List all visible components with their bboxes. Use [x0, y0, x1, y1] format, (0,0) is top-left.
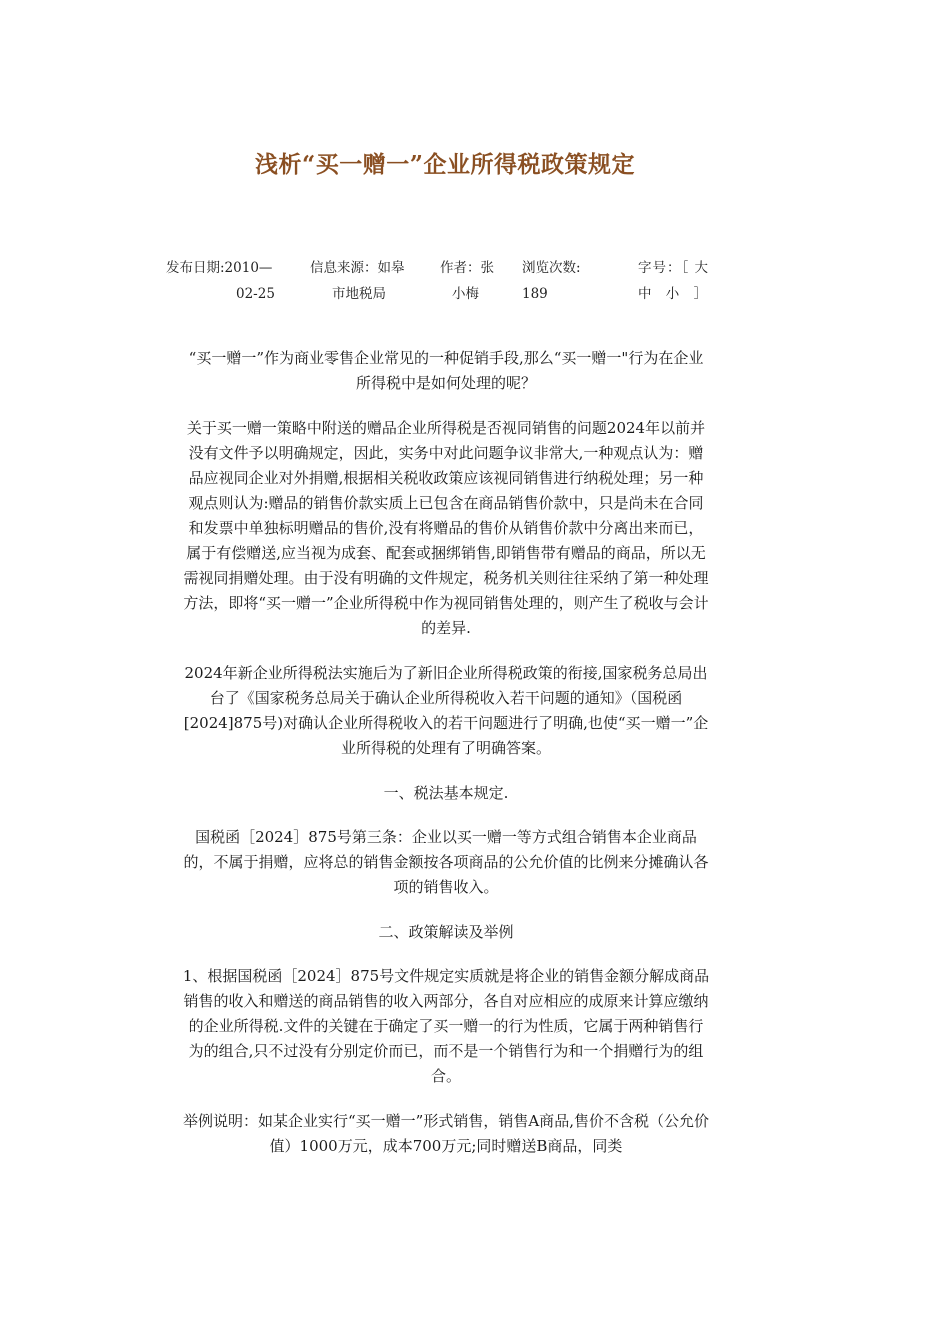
info-source-line1: 信息来源：如皋	[310, 260, 405, 276]
view-count	[522, 255, 581, 307]
author-line2: 小梅	[452, 286, 479, 302]
section-heading-1: 一、税法基本规定.	[383, 784, 509, 802]
publish-date	[166, 255, 275, 307]
author-line1: 作者：张	[440, 260, 494, 276]
font-size-selector[interactable]	[638, 255, 712, 307]
paragraph-new-law: 2024年新企业所得税法实施后为了新旧企业所得税政策的衔接,国家税务总局出台了《国家税务总局关于确认企业所得税收入若干问题的通知》（国税函[2024]875号)对确认企业所得税收入的若干问题进行了明确,也使“买一赠一”企业所得税的处理有了明确答案。	[183, 664, 709, 757]
publish-date-line1: 发布日期:2010—	[166, 260, 273, 276]
paragraph-rule: 国税函［2024］875号第三条：企业以买一赠一等方式组合销售本企业商品的，不属于捐赠，应将总的销售金额按各项商品的公允价值的比例来分摊确认各项的销售收入。	[183, 828, 709, 896]
info-source-line2: 市地税局	[332, 286, 386, 302]
view-count-label: 浏览次数:	[522, 260, 581, 276]
author	[440, 255, 494, 307]
paragraph-interpretation: 1、根据国税函［2024］875号文件规定实质就是将企业的销售金额分解成商品销售的收入和赠送的商品销售的收入两部分，各自对应相应的成原来计算应缴纳的企业所得税.文件的关键在于确定了买一赠一的行为性质，它属于两种销售行为的组合,只不过没有分别定价而已，而不是一个销售行为和一个捐赠行为的组合。	[182, 967, 710, 1085]
article-body	[182, 346, 710, 1179]
paragraph-intro: “买一赠一”作为商业零售企业常见的一种促销手段,那么“买一赠一"行为在企业所得税中是如何处理的呢？	[188, 349, 704, 392]
info-source	[310, 255, 405, 307]
view-count-value: 189	[522, 286, 548, 302]
paragraph-background: 关于买一赠一策略中附送的赠品企业所得税是否视同销售的问题2024年以前并没有文件予以明确规定，因此，实务中对此问题争议非常大,一种观点认为：赠品应视同企业对外捐赠,根据相关税收政策应该视同销售进行纳税处理；另一种观点则认为:赠品的销售价款实质上已包含在商品销售价款中，只是尚未在合同和发票中单独标明赠品的售价,没有将赠品的售价从销售价款中分离出来而已，属于有偿赠送,应当视为成套、配套或捆绑销售,即销售带有赠品的商品，所以无需视同捐赠处理。由于没有明确的文件规定，税务机关则往往采纳了第一种处理方法，即将“买一赠一”企业所得税中作为视同销售处理的，则产生了税收与会计的差异.	[183, 419, 709, 637]
article-title: 浅析“买一赠一”企业所得税政策规定	[255, 151, 635, 178]
section-heading-2: 二、政策解读及举例	[378, 923, 514, 941]
publish-date-line2: 02-25	[236, 286, 275, 302]
font-size-line1[interactable]: 字号：［ 大	[638, 260, 710, 276]
paragraph-example: 举例说明：如某企业实行“买一赠一”形式销售，销售A商品,售价不含税（公允价值）1000万元，成本700万元;同时赠送B商品，同类	[183, 1112, 709, 1155]
font-size-line2[interactable]: 中 小 ］	[638, 286, 713, 302]
